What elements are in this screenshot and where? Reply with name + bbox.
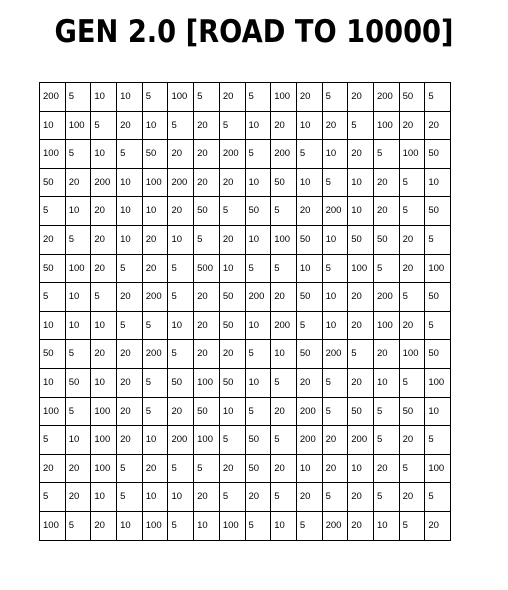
grid-cell: 20 [194, 311, 220, 340]
grid-cell: 50 [40, 254, 66, 283]
grid-cell: 20 [40, 225, 66, 254]
grid-cell: 5 [40, 426, 66, 455]
grid-cell: 200 [168, 426, 194, 455]
grid-cell: 20 [245, 483, 271, 512]
grid-cell: 5 [65, 397, 91, 426]
grid-cell: 5 [168, 254, 194, 283]
grid-cell: 5 [296, 140, 322, 169]
grid-cell: 200 [322, 340, 348, 369]
grid-row [40, 83, 451, 112]
grid-row [40, 368, 451, 397]
grid-cell: 5 [373, 140, 399, 169]
grid-cell: 20 [425, 111, 451, 140]
grid-cell: 5 [271, 254, 297, 283]
grid-cell: 20 [65, 168, 91, 197]
grid-cell: 10 [65, 311, 91, 340]
grid-row [40, 283, 451, 312]
grid-cell: 10 [142, 111, 168, 140]
grid-cell: 20 [117, 283, 143, 312]
grid-cell: 20 [399, 111, 425, 140]
grid-cell: 10 [91, 368, 117, 397]
grid-cell: 10 [245, 311, 271, 340]
grid-cell: 200 [322, 511, 348, 540]
grid-cell: 5 [271, 483, 297, 512]
grid-cell: 200 [296, 426, 322, 455]
grid-cell: 200 [142, 283, 168, 312]
grid-cell: 5 [245, 397, 271, 426]
grid-cell: 20 [322, 454, 348, 483]
grid-cell: 5 [40, 197, 66, 226]
grid-cell: 100 [142, 168, 168, 197]
grid-cell: 5 [65, 511, 91, 540]
grid-cell: 20 [322, 111, 348, 140]
grid-row [40, 340, 451, 369]
grid-cell: 100 [65, 111, 91, 140]
grid-cell: 5 [219, 197, 245, 226]
grid-cell: 10 [322, 283, 348, 312]
grid-cell: 5 [399, 511, 425, 540]
grid-cell: 5 [322, 168, 348, 197]
grid-cell: 50 [399, 83, 425, 112]
grid-cell: 20 [271, 397, 297, 426]
grid-cell: 10 [348, 197, 374, 226]
grid-cell: 20 [168, 397, 194, 426]
grid-cell: 5 [65, 140, 91, 169]
grid-cell: 500 [194, 254, 220, 283]
grid-cell: 100 [194, 368, 220, 397]
grid-cell: 200 [91, 168, 117, 197]
grid-cell: 5 [142, 83, 168, 112]
grid-cell: 100 [40, 511, 66, 540]
grid-cell: 20 [142, 254, 168, 283]
grid-cell: 20 [219, 225, 245, 254]
grid-cell: 10 [142, 426, 168, 455]
grid-cell: 10 [245, 225, 271, 254]
grid-cell: 20 [399, 311, 425, 340]
grid-cell: 10 [271, 511, 297, 540]
grid-cell: 200 [296, 397, 322, 426]
grid-cell: 20 [219, 454, 245, 483]
grid-cell: 10 [91, 140, 117, 169]
grid-cell: 5 [194, 83, 220, 112]
grid-cell: 10 [168, 225, 194, 254]
grid-row [40, 111, 451, 140]
grid-cell: 20 [142, 454, 168, 483]
grid-cell: 20 [219, 83, 245, 112]
grid-cell: 5 [399, 368, 425, 397]
grid-cell: 20 [296, 483, 322, 512]
grid-cell: 100 [219, 511, 245, 540]
grid-cell: 5 [117, 483, 143, 512]
grid-cell: 20 [348, 83, 374, 112]
grid-cell: 20 [373, 340, 399, 369]
grid-cell: 100 [168, 83, 194, 112]
grid-cell: 5 [117, 311, 143, 340]
grid-cell: 5 [91, 283, 117, 312]
grid-cell: 10 [40, 368, 66, 397]
grid-cell: 5 [117, 254, 143, 283]
grid-cell: 20 [271, 111, 297, 140]
grid-cell: 200 [271, 140, 297, 169]
grid-cell: 200 [322, 197, 348, 226]
grid-cell: 50 [245, 426, 271, 455]
grid-cell: 100 [91, 426, 117, 455]
grid-cell: 50 [425, 197, 451, 226]
grid-cell: 200 [348, 426, 374, 455]
grid-cell: 100 [373, 111, 399, 140]
grid-cell: 100 [425, 454, 451, 483]
grid-row [40, 225, 451, 254]
grid-row [40, 311, 451, 340]
grid-cell: 10 [65, 197, 91, 226]
grid-cell: 5 [91, 111, 117, 140]
grid-cell: 5 [373, 397, 399, 426]
grid-cell: 10 [296, 254, 322, 283]
grid-cell: 5 [194, 454, 220, 483]
grid-cell: 50 [142, 140, 168, 169]
grid-cell: 5 [271, 426, 297, 455]
grid-cell: 50 [399, 397, 425, 426]
grid-cell: 20 [348, 483, 374, 512]
grid-cell: 10 [117, 83, 143, 112]
challenge-grid [39, 82, 451, 541]
grid-row [40, 454, 451, 483]
grid-cell: 5 [142, 311, 168, 340]
grid-cell: 20 [399, 426, 425, 455]
grid-cell: 20 [219, 340, 245, 369]
grid-cell: 20 [117, 397, 143, 426]
grid-cell: 10 [117, 511, 143, 540]
grid-cell: 20 [296, 83, 322, 112]
grid-cell: 10 [322, 311, 348, 340]
grid-cell: 5 [142, 397, 168, 426]
grid-row [40, 254, 451, 283]
grid-cell: 50 [296, 340, 322, 369]
grid-cell: 50 [348, 397, 374, 426]
grid-cell: 50 [40, 168, 66, 197]
grid-cell: 100 [425, 368, 451, 397]
grid-cell: 5 [194, 225, 220, 254]
grid-cell: 100 [348, 254, 374, 283]
grid-cell: 5 [322, 254, 348, 283]
grid-cell: 10 [348, 454, 374, 483]
grid-cell: 100 [271, 225, 297, 254]
grid-cell: 20 [296, 197, 322, 226]
grid-cell: 100 [425, 254, 451, 283]
grid-cell: 10 [91, 83, 117, 112]
grid-cell: 20 [348, 283, 374, 312]
grid-cell: 5 [296, 311, 322, 340]
grid-cell: 20 [168, 197, 194, 226]
grid-cell: 10 [65, 283, 91, 312]
grid-cell: 20 [348, 140, 374, 169]
grid-cell: 50 [219, 311, 245, 340]
grid-cell: 100 [91, 397, 117, 426]
grid-cell: 100 [194, 426, 220, 455]
grid-cell: 5 [117, 140, 143, 169]
grid-cell: 100 [373, 311, 399, 340]
grid-cell: 10 [65, 426, 91, 455]
grid-cell: 50 [425, 340, 451, 369]
grid-cell: 100 [142, 511, 168, 540]
grid-cell: 10 [245, 168, 271, 197]
grid-cell: 5 [322, 83, 348, 112]
grid-cell: 20 [65, 454, 91, 483]
grid-cell: 5 [425, 225, 451, 254]
grid-row [40, 140, 451, 169]
grid-cell: 5 [296, 511, 322, 540]
grid-cell: 5 [373, 426, 399, 455]
grid-cell: 5 [219, 426, 245, 455]
grid-cell: 5 [219, 111, 245, 140]
grid-cell: 5 [399, 168, 425, 197]
grid-cell: 200 [142, 340, 168, 369]
grid-cell: 50 [194, 397, 220, 426]
grid-cell: 10 [373, 511, 399, 540]
grid-cell: 20 [194, 340, 220, 369]
grid-cell: 20 [399, 483, 425, 512]
grid-cell: 50 [245, 197, 271, 226]
grid-cell: 20 [194, 111, 220, 140]
grid-cell: 100 [65, 254, 91, 283]
grid-cell: 20 [65, 483, 91, 512]
grid-cell: 10 [40, 311, 66, 340]
grid-cell: 50 [271, 168, 297, 197]
grid-cell: 10 [296, 168, 322, 197]
grid-cell: 10 [40, 111, 66, 140]
grid-cell: 20 [373, 454, 399, 483]
grid-cell: 10 [296, 111, 322, 140]
grid-cell: 5 [425, 426, 451, 455]
grid-cell: 100 [40, 397, 66, 426]
grid-cell: 50 [425, 140, 451, 169]
grid-cell: 200 [373, 83, 399, 112]
grid-cell: 5 [65, 83, 91, 112]
grid-cell: 10 [219, 397, 245, 426]
grid-cell: 10 [91, 483, 117, 512]
grid-cell: 5 [245, 83, 271, 112]
grid-cell: 10 [245, 368, 271, 397]
page-title: GEN 2.0 [ROAD TO 10000] [54, 14, 454, 50]
grid-cell: 200 [168, 168, 194, 197]
grid-cell: 5 [65, 225, 91, 254]
grid-cell: 5 [322, 368, 348, 397]
grid-cell: 5 [322, 397, 348, 426]
grid-cell: 20 [117, 340, 143, 369]
grid-row [40, 511, 451, 540]
grid-cell: 200 [40, 83, 66, 112]
grid-row [40, 168, 451, 197]
grid-cell: 5 [425, 83, 451, 112]
grid-cell: 5 [348, 340, 374, 369]
grid-cell: 20 [91, 340, 117, 369]
grid-cell: 20 [91, 254, 117, 283]
grid-cell: 10 [117, 225, 143, 254]
grid-cell: 20 [399, 254, 425, 283]
grid-cell: 20 [219, 168, 245, 197]
grid-cell: 5 [399, 283, 425, 312]
grid-cell: 10 [245, 111, 271, 140]
grid-cell: 5 [117, 454, 143, 483]
grid-cell: 5 [168, 111, 194, 140]
grid-cell: 5 [373, 254, 399, 283]
grid-cell: 10 [117, 197, 143, 226]
grid-cell: 100 [399, 340, 425, 369]
grid-cell: 10 [117, 168, 143, 197]
grid-cell: 20 [91, 197, 117, 226]
grid-cell: 10 [91, 311, 117, 340]
grid-cell: 10 [348, 168, 374, 197]
grid-cell: 10 [296, 454, 322, 483]
grid-cell: 20 [194, 168, 220, 197]
grid-cell: 5 [322, 483, 348, 512]
grid-cell: 5 [348, 111, 374, 140]
grid-row [40, 197, 451, 226]
grid-cell: 20 [194, 140, 220, 169]
grid-cell: 5 [373, 483, 399, 512]
grid-cell: 5 [168, 340, 194, 369]
grid-cell: 10 [142, 483, 168, 512]
grid-cell: 50 [219, 368, 245, 397]
grid-row [40, 483, 451, 512]
grid-cell: 20 [194, 283, 220, 312]
grid-cell: 50 [219, 283, 245, 312]
grid-cell: 50 [194, 197, 220, 226]
grid-cell: 5 [168, 283, 194, 312]
grid-cell: 20 [194, 483, 220, 512]
grid-cell: 10 [425, 168, 451, 197]
grid-cell: 50 [348, 225, 374, 254]
grid-cell: 5 [65, 340, 91, 369]
grid-cell: 50 [40, 340, 66, 369]
grid-cell: 20 [322, 426, 348, 455]
grid-cell: 10 [194, 511, 220, 540]
grid-cell: 50 [65, 368, 91, 397]
grid-cell: 10 [425, 397, 451, 426]
grid-cell: 5 [219, 483, 245, 512]
grid-cell: 20 [373, 168, 399, 197]
grid-cell: 50 [425, 283, 451, 312]
grid-cell: 100 [91, 454, 117, 483]
grid-cell: 20 [142, 225, 168, 254]
grid-cell: 20 [373, 197, 399, 226]
grid-cell: 20 [271, 454, 297, 483]
grid-cell: 5 [425, 483, 451, 512]
grid-cell: 50 [373, 225, 399, 254]
grid-cell: 5 [142, 368, 168, 397]
grid-cell: 10 [271, 340, 297, 369]
grid-cell: 200 [373, 283, 399, 312]
grid-cell: 50 [245, 454, 271, 483]
grid-row [40, 426, 451, 455]
grid-cell: 200 [271, 311, 297, 340]
grid-cell: 20 [117, 368, 143, 397]
grid-cell: 5 [245, 254, 271, 283]
grid-cell: 5 [245, 140, 271, 169]
grid-cell: 10 [168, 311, 194, 340]
grid-cell: 20 [348, 311, 374, 340]
grid-cell: 20 [40, 454, 66, 483]
grid-cell: 20 [348, 368, 374, 397]
grid-row [40, 397, 451, 426]
grid-cell: 5 [425, 311, 451, 340]
grid-cell: 20 [117, 426, 143, 455]
grid-cell: 5 [271, 197, 297, 226]
grid-cell: 100 [40, 140, 66, 169]
grid-cell: 5 [40, 283, 66, 312]
grid-cell: 200 [245, 283, 271, 312]
grid-cell: 5 [245, 340, 271, 369]
grid-cell: 5 [399, 197, 425, 226]
grid-cell: 20 [296, 368, 322, 397]
grid-cell: 10 [322, 140, 348, 169]
grid-cell: 50 [168, 368, 194, 397]
grid-cell: 5 [168, 454, 194, 483]
grid-cell: 10 [373, 368, 399, 397]
grid-cell: 10 [219, 254, 245, 283]
grid-cell: 20 [117, 111, 143, 140]
grid-cell: 20 [425, 511, 451, 540]
grid-cell: 50 [296, 225, 322, 254]
grid-cell: 20 [91, 225, 117, 254]
grid-cell: 5 [168, 511, 194, 540]
grid-cell: 100 [399, 140, 425, 169]
grid-cell: 50 [296, 283, 322, 312]
grid-cell: 10 [142, 197, 168, 226]
grid-cell: 5 [399, 454, 425, 483]
grid-cell: 5 [245, 511, 271, 540]
grid-cell: 5 [271, 368, 297, 397]
grid-cell: 20 [168, 140, 194, 169]
grid-cell: 200 [219, 140, 245, 169]
grid-cell: 20 [91, 511, 117, 540]
grid-cell: 10 [322, 225, 348, 254]
grid-cell: 100 [271, 83, 297, 112]
grid-cell: 5 [40, 483, 66, 512]
grid-cell: 10 [168, 483, 194, 512]
grid-cell: 20 [399, 225, 425, 254]
grid-cell: 20 [271, 283, 297, 312]
grid-cell: 20 [348, 511, 374, 540]
